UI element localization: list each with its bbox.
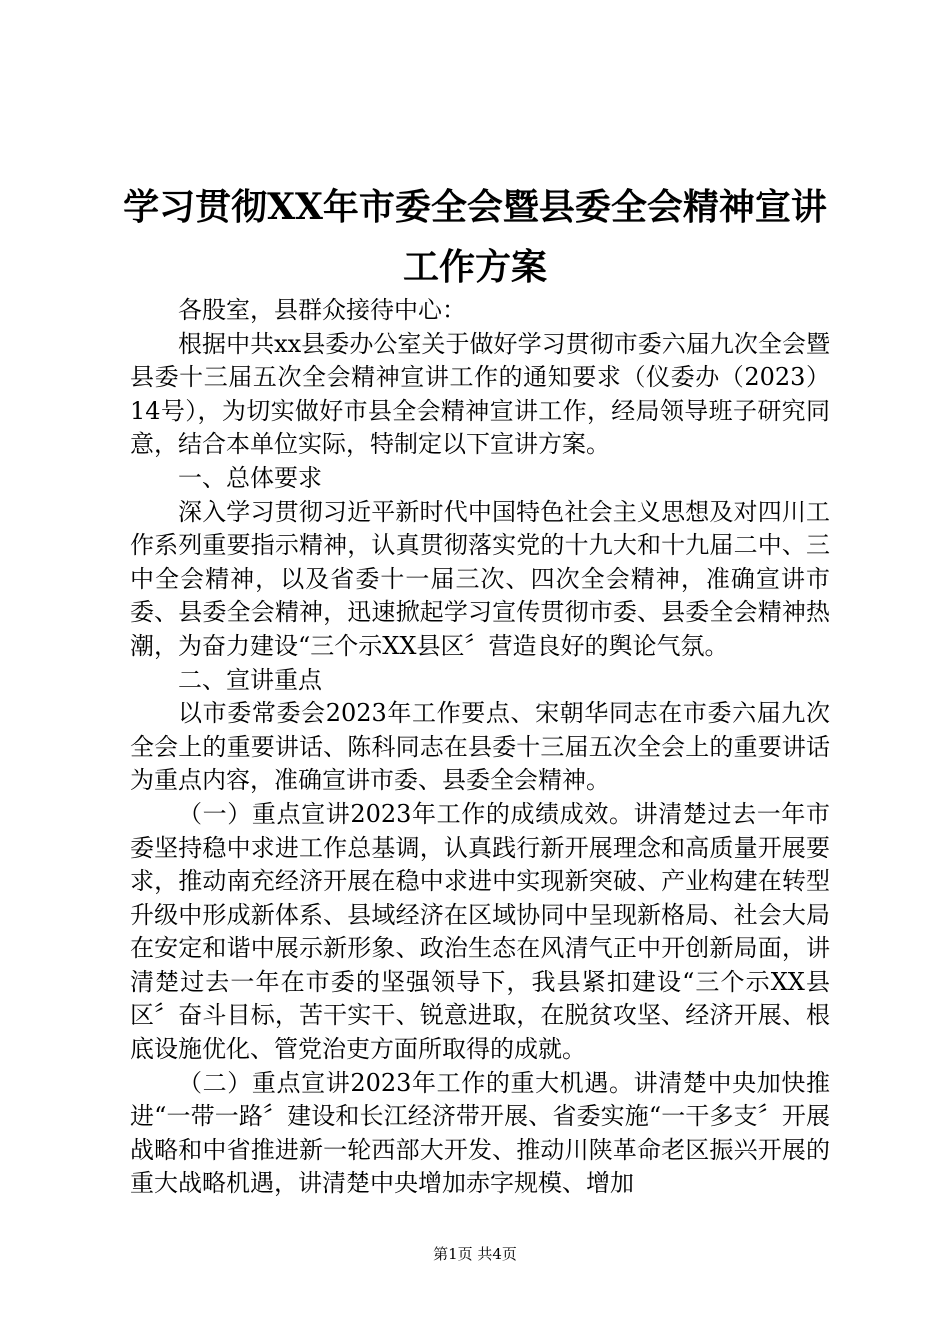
general-requirements-paragraph: 深入学习贯彻习近平新时代中国特色社会主义思想及对四川工作系列重要指示精神，认真贯彻落实党的十九大和十九届二中、三中全会精神，以及省委十一届三次、四次全会精神，准确宣讲市委、县委全会精神，迅速掀起学习宣传贯彻市委、县委全会精神热潮，为奋力建设“三个示XX县区〞营造良好的舆论气氛。 [130, 497, 830, 660]
key-points-paragraph: 以市委常委会2023年工作要点、宋朝华同志在市委六届九次全会上的重要讲话、陈科同志在县委十三届五次全会上的重要讲话为重点内容，准确宣讲市委、县委全会精神。 [130, 699, 830, 795]
document-body [130, 294, 830, 1201]
intro-paragraph: 根据中共xx县委办公室关于做好学习贯彻市委六届九次全会暨县委十三届五次全会精神宣讲工作的通知要求（仪委办（2023）14号），为切实做好市县全会精神宣讲工作，经局领导班子研究同意，结合本单位实际，特制定以下宣讲方案。 [130, 329, 830, 459]
document-title-line-1: 学习贯彻XX年市委全会暨县委全会精神宣讲 [123, 186, 827, 228]
section-heading-general-requirements: 一、总体要求 [178, 463, 322, 492]
key-point-1-paragraph: （一）重点宣讲2023年工作的成绩成效。讲清楚过去一年市委坚持稳中求进工作总基调，认真践行新开展理念和高质量开展要求，推动南充经济开展在稳中求进中实现新突破、产业构建在转型升级中形成新体系、县域经济在区域协同中呈现新格局、社会大局在安定和谐中展示新形象、政治生态在风清气正中开创新局面，讲清楚过去一年在市委的坚强领导下，我县紧扣建设“三个示XX县区〞奋斗目标，苦干实干、锐意进取，在脱贫攻坚、经济开展、根底设施优化、管党治吏方面所取得的成就。 [130, 799, 830, 1064]
key-point-2-paragraph: （二）重点宣讲2023年工作的重大机遇。讲清楚中央加快推进“一带一路〞建设和长江经济带开展、省委实施“一干多支〞开展战略和中省推进新一轮西部大开发、推动川陕革命老区振兴开展的重大战略机遇，讲清楚中央增加赤字规模、增加 [130, 1068, 830, 1198]
page-footer: 第1页 共4页 [433, 1245, 517, 1263]
document-title-line-2: 工作方案 [402, 246, 547, 288]
section-heading-key-points: 二、宣讲重点 [178, 665, 322, 694]
salutation: 各股室，县群众接待中心： [178, 296, 466, 324]
